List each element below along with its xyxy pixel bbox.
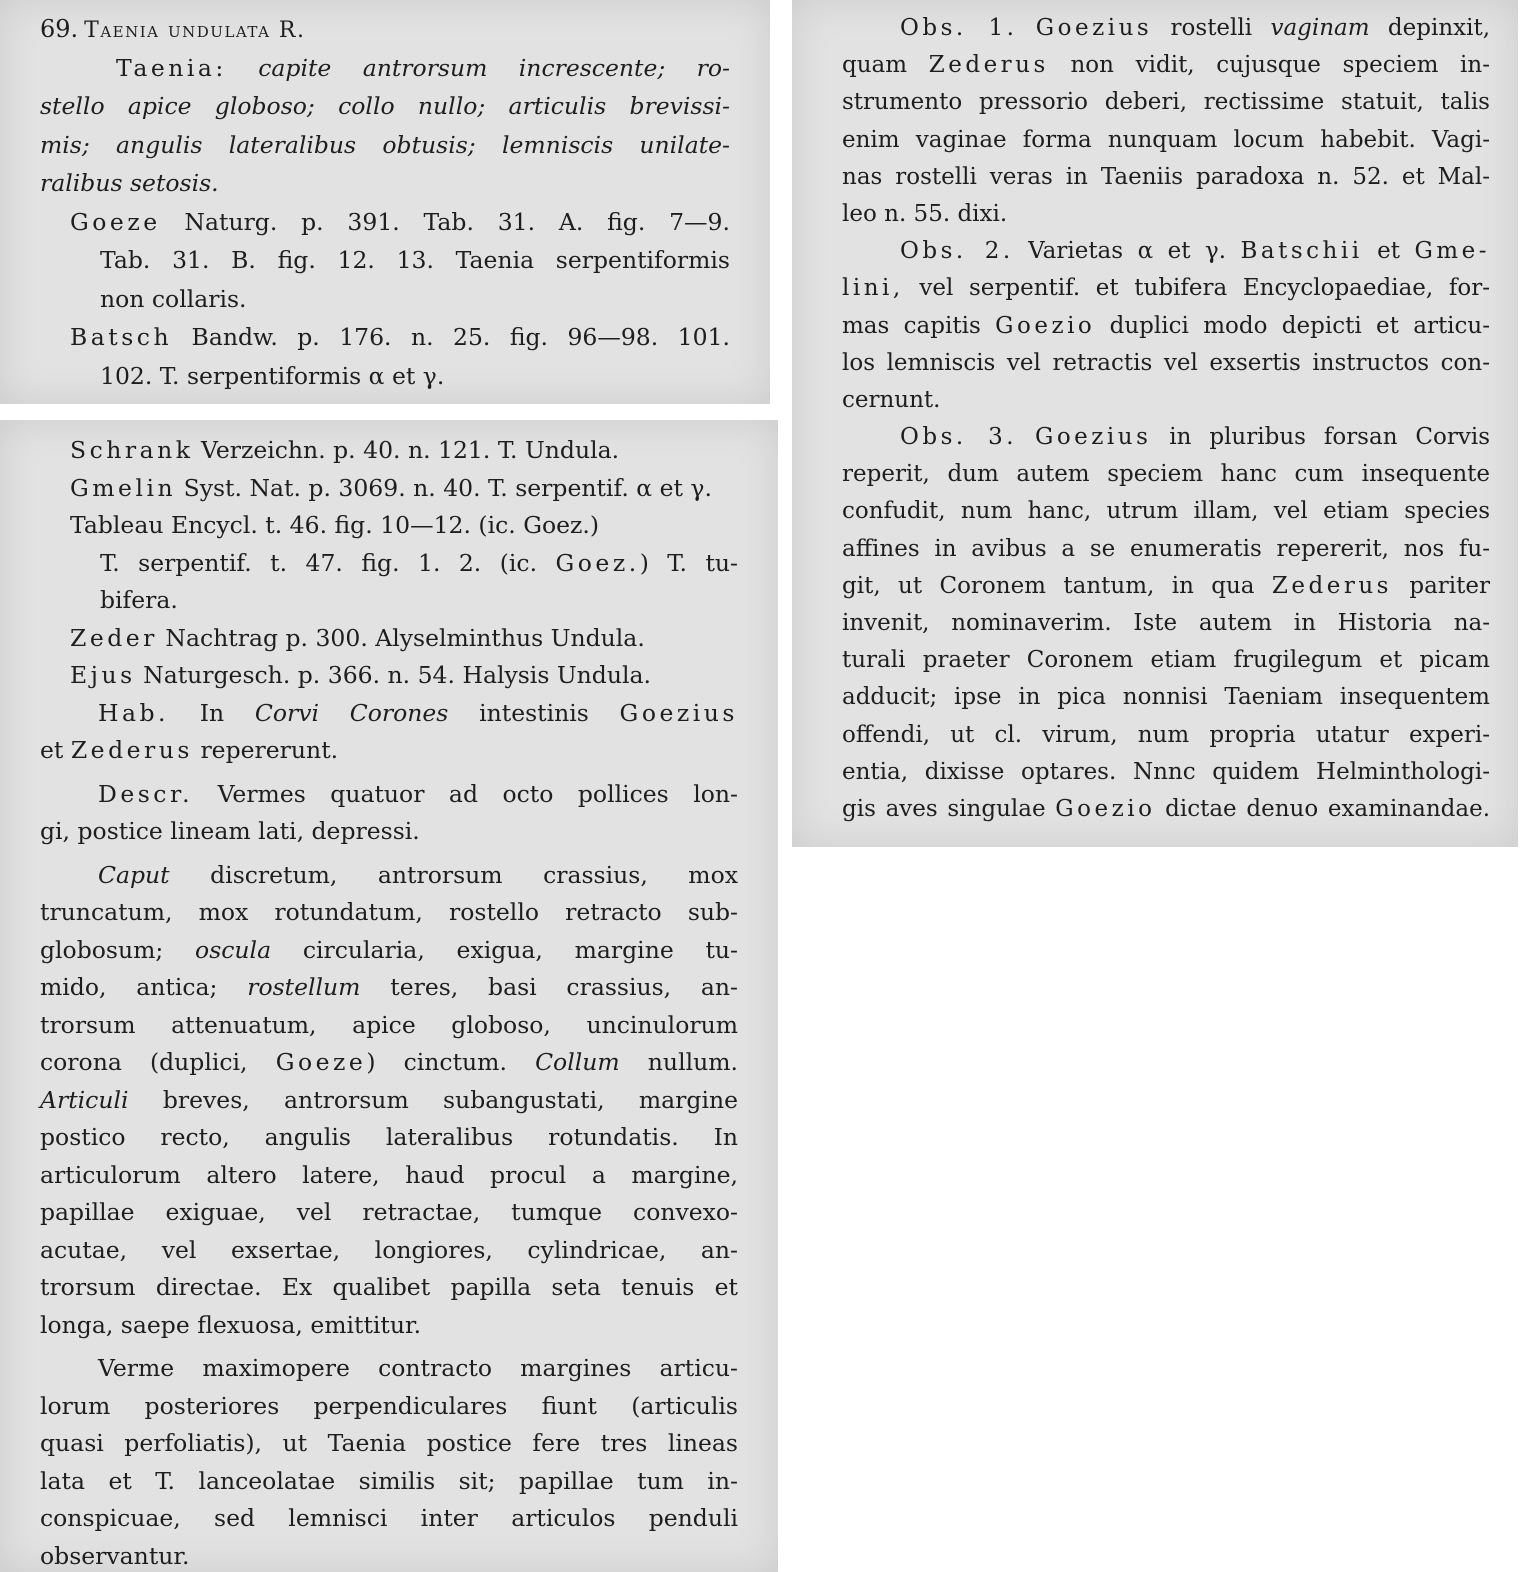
- reference-goeze: Goeze Naturg. p. 391. Tab. 31. A. fig. 7—9.: [70, 207, 730, 236]
- caput-line-2: truncatum, mox rotundatum, rostello retracto sub-: [40, 898, 738, 926]
- reference-tableau: Tableau Encycl. t. 46. fig. 10—12. (ic. Goez.): [70, 511, 600, 539]
- obs3-line-5: git, ut Coronem tantum, in qua Zederus pariter: [842, 572, 1490, 599]
- author-goez: Goez.: [555, 548, 640, 577]
- obs3-line-3: confudit, num hanc, utrum illam, vel etiam species: [842, 498, 1490, 525]
- reference-batsch: Batsch Bandw. p. 176. n. 25. fig. 96—98. 101.: [70, 323, 730, 351]
- obs3-line-8: adducit; ipse in pica nonnisi Taeniam insequentem: [842, 684, 1490, 711]
- caput-line-6: corona (duplici, Goeze) cinctum. Collum nullum.: [40, 1048, 738, 1076]
- caput-line-7: Articuli breves, antrorsum subangustati, margine: [40, 1085, 738, 1114]
- term-oscula: oscula: [195, 935, 272, 964]
- author-zederus-obs1: Zederus: [928, 52, 1049, 79]
- caput-line-8: postico recto, angulis lateralibus rotundatis. In: [40, 1123, 738, 1151]
- obs2-label: Obs. 2.: [900, 238, 1014, 265]
- term-rostellum: rostellum: [247, 973, 361, 1001]
- author-schrank: Schrank: [70, 436, 194, 464]
- verme-line-5: conspicuae, sed lemnisci inter articulos penduli: [40, 1504, 738, 1532]
- obs2-line-5: cernunt.: [842, 386, 941, 413]
- page-fragment-top-left: [0, 0, 770, 404]
- author-gmelini-a: Gme-: [1414, 238, 1491, 265]
- obs3-line-6: invenit, nominaverim. Iste autem in Historia na-: [842, 610, 1490, 636]
- species-number: 69.: [40, 15, 79, 43]
- verme-line-3: quasi perfoliatis), ut Taenia postice fere tres lineas: [40, 1429, 738, 1457]
- habitat-line-2: et Zederus repererunt.: [40, 736, 339, 764]
- verme-line-6: observantur.: [40, 1541, 190, 1570]
- description-line-1: Descr. Vermes quatuor ad octo pollices lon-: [98, 779, 738, 808]
- author-zederus: Zederus: [70, 736, 193, 764]
- obs1-label: Obs. 1.: [900, 15, 1018, 41]
- diagnosis-line-2: stello apice globoso; collo nullo; articulis brevissi-: [40, 92, 730, 120]
- obs1-line-2: quam Zederus non vidit, cujusque speciem in-: [842, 52, 1490, 79]
- author-gmelini-b: lini,: [842, 275, 904, 302]
- obs3-line-11: gis aves singulae Goezio dictae denuo examinandae.: [842, 795, 1491, 822]
- author-goezio: Goezio: [995, 312, 1096, 339]
- reference-tableau-cont-2: bifera.: [100, 586, 178, 614]
- author-goezius: Goezius: [619, 698, 738, 727]
- species-heading: [40, 10, 730, 49]
- caput-line-3: globosum; oscula circularia, exigua, margine tu-: [40, 935, 738, 964]
- obs2-line-1: Obs. 2. Varietas α et γ. Batschii et Gme-: [900, 238, 1491, 265]
- author-goeze: Goeze: [70, 207, 161, 236]
- obs2-line-2: lini, vel serpentif. et tubifera Encyclopaediae, for-: [842, 275, 1490, 302]
- obs2-line-4: los lemniscis vel retractis vel exsertis instructos con-: [842, 349, 1490, 376]
- author-batsch: Batsch: [70, 323, 173, 351]
- author-goezius-obs1: Goezius: [1035, 15, 1153, 41]
- diagnosis-line-3: mis; angulis lateralibus obtusis; lemniscis unilate-: [40, 130, 730, 159]
- diagnosis-line-4: ralibus setosis.: [40, 169, 219, 197]
- caput-line-11: acutae, vel exsertae, longiores, cylindricae, an-: [40, 1235, 738, 1264]
- author-zeder: Zeder: [70, 623, 158, 652]
- obs1-line-5: nas rostelli veras in Taeniis paradoxa n. 52. et Mal-: [842, 163, 1490, 190]
- obs1-line-6: leo n. 55. dixi.: [842, 200, 1008, 227]
- obs3-line-2: reperit, dum autem speciem hanc cum insequente: [842, 461, 1490, 488]
- diagnosis-line-1: Taenia: capite antrorsum increscente; ro-: [116, 53, 730, 82]
- obs3-line-9: offendi, ut cl. virum, num propria utatur experi-: [842, 721, 1490, 748]
- obs1-line-4: enim vaginae forma nunquam locum habebit. Vagi-: [842, 126, 1490, 153]
- verme-line-2: lorum posteriores perpendiculares fiunt (articulis: [40, 1391, 738, 1420]
- author-ejus: Ejus: [70, 661, 136, 689]
- obs1-line-1: Obs. 1. Goezius rostelli vaginam depinxit,: [900, 15, 1491, 41]
- caput-line-12: trorsum directae. Ex qualibet papilla seta tenuis et: [40, 1273, 738, 1301]
- caput-line-5: trorsum attenuatum, apice globoso, uncinulorum: [40, 1010, 738, 1039]
- obs2-line-3: mas capitis Goezio duplici modo depicti et articu-: [842, 312, 1491, 339]
- term-collum: Collum: [535, 1048, 620, 1076]
- reference-batsch-cont: 102. T. serpentiformis α et γ.: [100, 361, 445, 390]
- reference-ejus: Ejus Naturgesch. p. 366. n. 54. Halysis Undula.: [70, 661, 651, 689]
- description-line-2: gi, postice lineam lati, depressi.: [40, 817, 420, 845]
- author-goezio-2: Goezio: [1055, 795, 1156, 822]
- term-articuli: Articuli: [40, 1085, 129, 1114]
- author-batschii: Batschii: [1240, 238, 1363, 265]
- author-gmelin: Gmelin: [70, 473, 177, 502]
- reference-goeze-cont-2: non collaris.: [100, 284, 247, 313]
- description-label: Descr.: [98, 779, 194, 808]
- author-zederus-obs3: Zederus: [1271, 572, 1392, 599]
- reference-goeze-cont: Tab. 31. B. fig. 12. 13. Taenia serpentiformis: [100, 246, 730, 274]
- obs3-line-1: Obs. 3. Goezius in pluribus forsan Corvis: [900, 424, 1491, 451]
- reference-gmelin: Gmelin Syst. Nat. p. 3069. n. 40. T. serpentif. α et γ.: [70, 473, 712, 502]
- habitat-label: Hab.: [98, 698, 170, 727]
- species-title: Taenia undulata R.: [84, 18, 306, 43]
- obs3-line-7: turali praeter Coronem etiam frugilegum et picam: [842, 647, 1490, 674]
- reference-tableau-cont: T. serpentif. t. 47. fig. 1. 2. (ic. Goez.) T. tu-: [100, 548, 738, 577]
- caput-line-1: Caput discretum, antrorsum crassius, mox: [98, 860, 738, 889]
- caput-line-13: longa, saepe flexuosa, emittitur.: [40, 1310, 422, 1339]
- caput-line-9: articulorum altero latere, haud procul a margine,: [40, 1160, 738, 1189]
- caput-line-4: mido, antica; rostellum teres, basi crassius, an-: [40, 973, 738, 1001]
- diagnosis-label: Taenia:: [116, 53, 227, 82]
- host-name: Corvi Corones: [254, 698, 449, 727]
- obs3-line-4: affines in avibus a se enumeratis repererit, nos fu-: [842, 535, 1490, 562]
- caput-line-10: papillae exiguae, vel retractae, tumque convexo-: [40, 1198, 738, 1226]
- obs3-label: Obs. 3.: [900, 424, 1018, 451]
- verme-line-1: Verme maximopere contracto margines articu-: [98, 1354, 738, 1382]
- verme-line-4: lata et T. lanceolatae similis sit; papillae tum in-: [40, 1466, 738, 1495]
- page-fragment-top-right: [792, 0, 1518, 847]
- habitat-line-1: Hab. In Corvi Corones intestinis Goezius: [98, 698, 738, 727]
- page-fragment-bottom-left: [0, 420, 778, 1572]
- obs3-line-10: entia, dixisse optares. Nnnc quidem Helminthologi-: [842, 758, 1490, 785]
- term-caput: Caput: [98, 860, 170, 889]
- author-goezius-obs3: Goezius: [1034, 424, 1152, 451]
- reference-schrank: Schrank Verzeichn. p. 40. n. 121. T. Undula.: [70, 436, 620, 464]
- reference-zeder: Zeder Nachtrag p. 300. Alyselminthus Undula.: [70, 623, 645, 652]
- term-vaginam: vaginam: [1270, 15, 1370, 41]
- obs1-line-3: strumento pressorio deberi, rectissime statuit, talis: [842, 89, 1490, 116]
- author-goeze-2: Goeze: [275, 1048, 367, 1076]
